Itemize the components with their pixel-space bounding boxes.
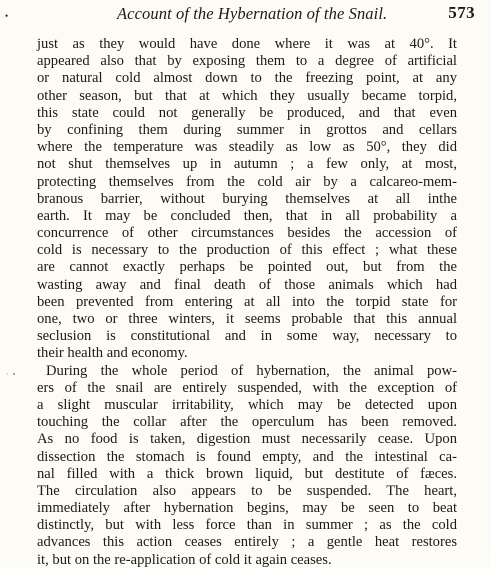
text-line: wasting away and final death of those animals which had	[37, 276, 457, 293]
text-line: nal filled with a thick brown liquid, but destitute of fæces.	[37, 465, 457, 482]
body-text	[37, 36, 457, 569]
text-line: a slight muscular irritability, which may be detected upon	[37, 396, 457, 413]
text-line: cold is necessary to the production of this effect ; what these	[37, 242, 457, 259]
text-line: this state could not generally be produced, and that even	[37, 104, 457, 121]
text-line: appeared also that by exposing them to a degree of artificial	[37, 53, 457, 70]
margin-mark: · •	[6, 370, 17, 379]
text-line: just as they would have done where it was at 40°. It	[37, 36, 457, 52]
text-line: immediately after hybernation begins, may be seen to beat	[37, 500, 457, 517]
text-line: dissection the stomach is found empty, and the intestinal ca-	[37, 448, 457, 465]
text-line: ers of the snail are entirely suspended, with the exception of	[37, 379, 457, 396]
text-line: one, two or three winters, it seems probable that this annual	[37, 311, 457, 327]
text-line: by confining them during summer in grottos and cellars	[37, 121, 457, 138]
text-line: The circulation also appears to be suspended. The heart,	[37, 482, 457, 499]
text-line: advances this action ceases entirely ; a gentle heat restores	[37, 534, 457, 551]
text-line: earth. It may be concluded then, that in all probability a	[37, 207, 457, 224]
text-line: been prevented from entering at all into the torpid state for	[37, 293, 457, 310]
text-line: concurrence of other circumstances besides the accession of	[37, 225, 457, 242]
header-mark: •	[5, 11, 9, 21]
text-line: where the temperature was steadily as low as 50°, they did	[37, 139, 457, 156]
text-line: it, but on the re-application of cold it again ceases.	[37, 551, 332, 568]
text-line: touching the collar after the operculum has been removed.	[37, 414, 457, 431]
text-line: are cannot exactly perhaps be pointed out, but from the	[37, 259, 457, 276]
text-line: During the whole period of hybernation, the animal pow-	[46, 362, 457, 379]
text-line: their health and economy.	[37, 345, 188, 362]
text-line: branous barrier, without burying themselves at all inthe	[37, 190, 457, 207]
text-line: or natural cold almost down to the freezing point, at any	[37, 70, 457, 87]
text-line: other season, but that at which they usually became torpid,	[37, 87, 457, 104]
text-line: As no food is taken, digestion must necessarily cease. Upon	[37, 431, 457, 448]
running-header	[0, 3, 491, 25]
running-title: Account of the Hybernation of the Snail.	[117, 4, 388, 23]
text-line: protecting themselves from the cold air by a calcareo-mem-	[37, 173, 457, 190]
text-line: distinctly, but with less force than in summer ; as the cold	[37, 517, 457, 534]
text-line: not shut themselves up in autumn ; a few only, at most,	[37, 156, 457, 173]
text-line: seclusion is constitutional and in some way, necessary to	[37, 328, 457, 345]
page-number: 573	[448, 3, 475, 22]
